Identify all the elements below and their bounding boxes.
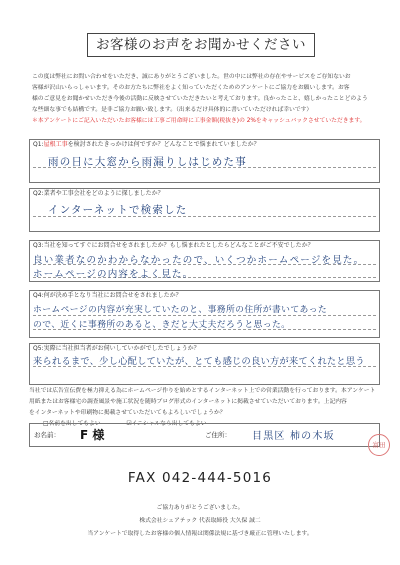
company-name: 株式会社シェアテック 代表取締役 大久保 誠二 [139, 518, 261, 524]
checkbox-name-option[interactable]: □名前を出してもよい [43, 421, 101, 427]
question-label: Q1:屋根工事を検討されたきっかけは何ですか？どんなことで悩まれていましたか？ [33, 141, 260, 148]
question-box-q4 [29, 290, 380, 338]
answer-text: インターネットで検索した [48, 204, 188, 216]
name-label: お名前： [34, 431, 60, 439]
seal-stamp: 富田 [368, 434, 390, 456]
name-address-box [29, 423, 380, 447]
answer-text: ので、近くに事務所のあると、きだと大丈夫だろうと思った。 [33, 320, 291, 330]
question-label: Q3:当社を知ってすぐにお問合せをされましたか？もし悩まれたとしたらどんなことがご不安でしたか？ [33, 242, 314, 249]
cashback-note: ＊本アンケートにご記入いただいたお客様には工事ご用命時に工事金額(税抜き)の 2%をキャッシュバックさせていただきます。 [32, 118, 366, 124]
question-box-q2 [29, 188, 380, 232]
consent-line: 当社では広告宣伝費を極力抑える為にホームページ作りを始めとするインターネット上での営業活動を行っております。本アンケート [29, 388, 376, 394]
checkbox-initial-option[interactable]: ☑イニシャルなら出してもよい [126, 421, 207, 427]
consent-line: 用紙またはお客様宅の調査風景や施工状況を随時ブログ形式のインターネットに掲載させていただいております。上記内容 [29, 399, 347, 405]
address-value: 目黒区 柿の木坂 [252, 431, 335, 442]
intro-text [32, 72, 382, 127]
question-box-q3 [29, 240, 380, 282]
fax-number: FAX 042-444-5016 [127, 470, 273, 486]
question-box-q5 [29, 343, 380, 385]
intro-line: 様のご意見をお聞かせいただき今後の活動に反映させていただきたいと考えております。良かったこと、嬉しかったことどのよう [32, 96, 368, 102]
question-label: Q4:何が決め手となり当社にお問合せをされましたか？ [33, 292, 182, 299]
page-title: お客様のお声をお聞かせください [87, 33, 315, 57]
answer-text: ホームページの内容をよく見た。 [33, 269, 194, 280]
answer-text: ホームページの内容が充実していたのと、事務所の住所が書いてあった [33, 305, 328, 315]
intro-line: 客様が沢山いらっしゃいます。そのお方たちに弊社をよく知っていただくためのアンケートにご協力をお願いします。お客 [32, 85, 350, 91]
question-label: Q5:実際に当社担当者がお伺いしていかがでしたでしょうか？ [33, 345, 200, 352]
consent-line: をインターネットや印刷物に掲載させていただいてもよろしいでしょうか？ [29, 410, 226, 416]
question-label: Q2:業者や工事会社をどのように探しましたか？ [33, 190, 164, 197]
name-value: F 様 [80, 428, 105, 442]
privacy-note: 当アンケートで取得したお客様の個人情報は関係法規に基づき厳正に管理いたします。 [87, 531, 313, 537]
thanks-text: ご協力ありがとうございました。 [156, 505, 244, 511]
intro-line: な些細な事でも結構です。是非ご協力お願い致します。（出来るだけ具体的に書いていただければ幸いです） [32, 107, 313, 113]
answer-text: 雨の日に大窓から雨漏りしはじめた事 [48, 156, 247, 168]
answer-text: 来られるまで、少し心配していたが、とても感じの良い方が来てくれたと思う [33, 356, 365, 367]
intro-line: この度は弊社にお問い合わせをいただき、誠にありがとうございました。世の中には弊社の存在やサービスをご存知ないお [32, 74, 351, 80]
address-label: ご住所： [205, 431, 231, 439]
question-box-q1 [29, 139, 380, 183]
answer-text: 良い業者なのかわからなかったので、いくつかホームページを見た。 [33, 255, 365, 266]
